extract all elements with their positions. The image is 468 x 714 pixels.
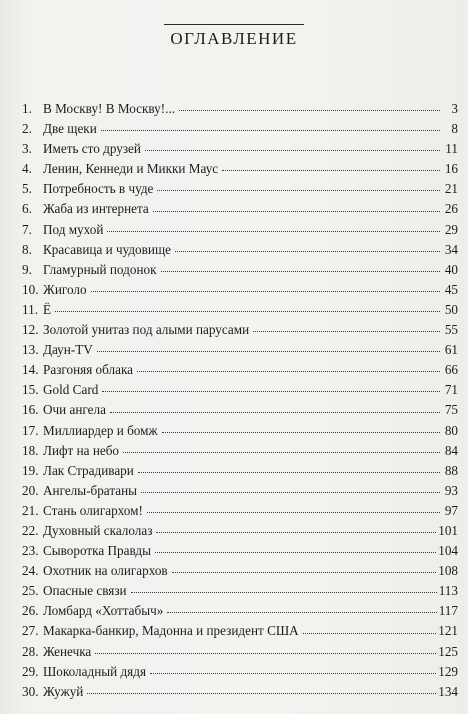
toc-entry-number: 19. <box>22 462 39 478</box>
toc-entry-title: Ё <box>43 301 52 317</box>
toc-entry-page: 75 <box>444 402 458 418</box>
toc-entry <box>22 400 458 420</box>
toc-entry-page: 113 <box>438 583 458 599</box>
dot-leader <box>153 211 440 212</box>
toc-entry-number: 13. <box>22 342 39 358</box>
toc-entry-page: 34 <box>444 241 458 257</box>
toc-entry-page: 45 <box>444 281 458 297</box>
dot-leader <box>161 271 440 272</box>
toc-entry <box>22 220 458 240</box>
toc-entry-title: В Москву! В Москву!... <box>43 101 176 116</box>
toc-entry-title: Шоколадный дядя <box>43 663 147 679</box>
toc-entry-page: 93 <box>444 482 458 498</box>
toc-entry-title: Гламурный подонок <box>43 261 157 277</box>
toc-entry-number: 12. <box>22 322 39 338</box>
toc-entry <box>22 99 458 119</box>
toc-entry-number: 26. <box>22 603 39 619</box>
toc-entry-title: Жужуй <box>43 683 84 699</box>
toc-entry-page: 80 <box>444 422 458 438</box>
toc-entry <box>22 441 458 461</box>
toc-entry-number: 9. <box>22 261 32 277</box>
dot-leader <box>141 492 440 493</box>
toc-entry-title: Стань олигархом! <box>43 502 143 518</box>
toc-entry-page: 3 <box>451 101 458 116</box>
toc-entry-number: 16. <box>22 402 39 418</box>
toc-entry-page: 97 <box>444 502 458 518</box>
dot-leader <box>167 612 436 613</box>
toc-entry <box>22 682 458 702</box>
toc-entry-page: 117 <box>438 603 458 619</box>
toc-entry <box>22 280 458 300</box>
page-title: ОГЛАВЛЕНИЕ <box>170 29 298 48</box>
dot-leader <box>91 291 440 292</box>
dot-leader <box>101 130 440 131</box>
toc-entry <box>22 642 458 662</box>
toc-entry-page: 66 <box>444 362 458 378</box>
toc-entry-title: Опасные связи <box>43 583 127 599</box>
title-rule <box>164 24 304 25</box>
toc-entry-title: Макарка-банкир, Мадонна и президент США <box>43 623 299 639</box>
toc-entry-number: 29. <box>22 663 39 679</box>
toc-entry-number: 7. <box>22 221 32 237</box>
toc-entry <box>22 179 458 199</box>
toc-entry <box>22 501 458 521</box>
toc-entry-title: Лифт на небо <box>43 442 120 458</box>
toc-entry <box>22 260 458 280</box>
toc-entry-number: 5. <box>22 181 32 197</box>
toc-entry-number: 21. <box>22 502 39 518</box>
toc-entry-page: 134 <box>438 683 458 699</box>
toc-entry <box>22 481 458 501</box>
toc-entry-title: Жиголо <box>43 281 87 297</box>
toc-entry-title: Иметь сто друзей <box>43 141 141 157</box>
toc-entry-title: Потребность в чуде <box>43 181 154 197</box>
toc-entry <box>22 380 458 400</box>
toc-entry-number: 4. <box>22 161 32 177</box>
toc-entry-page: 101 <box>438 522 458 538</box>
toc-entry <box>22 581 458 601</box>
dot-leader <box>157 190 440 191</box>
toc-entry-number: 10. <box>22 281 39 297</box>
toc-entry <box>22 159 458 179</box>
toc-entry-page: 61 <box>444 342 458 358</box>
toc-entry-page: 84 <box>444 442 458 458</box>
toc-entry <box>22 561 458 581</box>
dot-leader <box>87 693 436 694</box>
toc-entry-number: 15. <box>22 382 39 398</box>
toc-entry-number: 6. <box>22 201 32 217</box>
dot-leader <box>155 552 436 553</box>
toc-entry <box>22 621 458 641</box>
toc-entry-title: Жаба из интернета <box>43 201 149 217</box>
dot-leader <box>123 452 440 453</box>
toc-entry-title: Разгоняя облака <box>43 362 134 378</box>
dot-leader <box>138 472 440 473</box>
toc-entry-title: Сыворотка Правды <box>43 543 151 559</box>
toc-entry <box>22 199 458 219</box>
toc-entry-number: 3. <box>22 141 32 157</box>
toc-entry-number: 8. <box>22 241 32 257</box>
toc-entry-number: 14. <box>22 362 39 378</box>
dot-leader <box>156 532 436 533</box>
toc-entry-number: 27. <box>22 623 39 639</box>
toc-entry-page: 125 <box>438 643 458 659</box>
dot-leader <box>145 150 440 151</box>
toc-entry-number: 11. <box>22 301 38 317</box>
toc-entry <box>22 300 458 320</box>
table-of-contents <box>22 99 458 702</box>
toc-entry <box>22 541 458 561</box>
dot-leader <box>179 110 440 111</box>
toc-entry-page: 16 <box>444 161 458 177</box>
toc-entry-page: 26 <box>444 201 458 217</box>
dot-leader <box>303 633 437 634</box>
toc-entry <box>22 601 458 621</box>
toc-entry <box>22 461 458 481</box>
toc-entry-number: 20. <box>22 482 39 498</box>
toc-entry-page: 55 <box>444 322 458 338</box>
toc-entry-title: Золотой унитаз под алыми парусами <box>43 322 250 338</box>
dot-leader <box>150 673 436 674</box>
toc-entry-number: 17. <box>22 422 39 438</box>
toc-entry-title: Лак Страдивари <box>43 462 134 478</box>
toc-entry-title: Под мухой <box>43 221 104 237</box>
dot-leader <box>97 351 440 352</box>
toc-entry-page: 29 <box>444 221 458 237</box>
toc-entry-page: 8 <box>451 121 458 137</box>
toc-entry-title: Очи ангела <box>43 402 106 418</box>
toc-entry <box>22 662 458 682</box>
dot-leader <box>131 592 437 593</box>
dot-leader <box>175 251 440 252</box>
toc-entry-title: Духовный скалолаз <box>43 522 153 538</box>
toc-entry-title: Миллиардер и бомж <box>43 422 158 438</box>
toc-entry-page: 88 <box>444 462 458 478</box>
dot-leader <box>55 311 440 312</box>
dot-leader <box>95 653 436 654</box>
toc-entry-page: 104 <box>438 543 458 559</box>
toc-entry-page: 108 <box>438 563 458 579</box>
toc-entry-title: Охотник на олигархов <box>43 563 168 579</box>
dot-leader <box>253 331 440 332</box>
toc-entry-title: Даун-TV <box>43 342 93 358</box>
toc-entry-number: 25. <box>22 583 39 599</box>
dot-leader <box>137 371 440 372</box>
title-block <box>0 24 468 49</box>
toc-entry-page: 50 <box>444 301 458 317</box>
toc-entry-number: 22. <box>22 522 39 538</box>
toc-entry <box>22 421 458 441</box>
toc-entry-title: Женечка <box>43 643 92 659</box>
toc-entry <box>22 360 458 380</box>
dot-leader <box>102 391 440 392</box>
toc-entry-page: 11 <box>445 141 458 157</box>
toc-entry <box>22 119 458 139</box>
dot-leader <box>107 231 440 232</box>
toc-entry-number: 2. <box>22 121 32 137</box>
toc-entry <box>22 320 458 340</box>
toc-entry-number: 24. <box>22 563 39 579</box>
toc-entry-page: 40 <box>444 261 458 277</box>
toc-entry-page: 121 <box>438 623 458 639</box>
toc-entry-title: Ломбард «Хоттабыч» <box>43 603 164 619</box>
toc-entry-title: Ленин, Кеннеди и Микки Маус <box>43 161 219 177</box>
dot-leader <box>222 170 440 171</box>
toc-entry-page: 71 <box>444 382 458 398</box>
toc-entry-page: 21 <box>444 181 458 197</box>
dot-leader <box>172 572 437 573</box>
dot-leader <box>162 432 440 433</box>
toc-entry-number: 23. <box>22 543 39 559</box>
toc-entry-number: 28. <box>22 643 39 659</box>
toc-entry-title: Gold Card <box>43 382 99 398</box>
toc-entry-title: Ангелы-братаны <box>43 482 138 498</box>
toc-entry-page: 129 <box>438 663 458 679</box>
toc-entry <box>22 139 458 159</box>
toc-entry-number: 30. <box>22 683 39 699</box>
toc-entry-number: 1. <box>22 101 32 116</box>
toc-entry <box>22 340 458 360</box>
toc-entry-number: 18. <box>22 442 39 458</box>
toc-entry-title: Красавица и чудовище <box>43 241 171 257</box>
dot-leader <box>147 512 440 513</box>
toc-entry <box>22 240 458 260</box>
toc-entry-title: Две щеки <box>43 121 97 137</box>
toc-entry <box>22 521 458 541</box>
dot-leader <box>110 412 440 413</box>
